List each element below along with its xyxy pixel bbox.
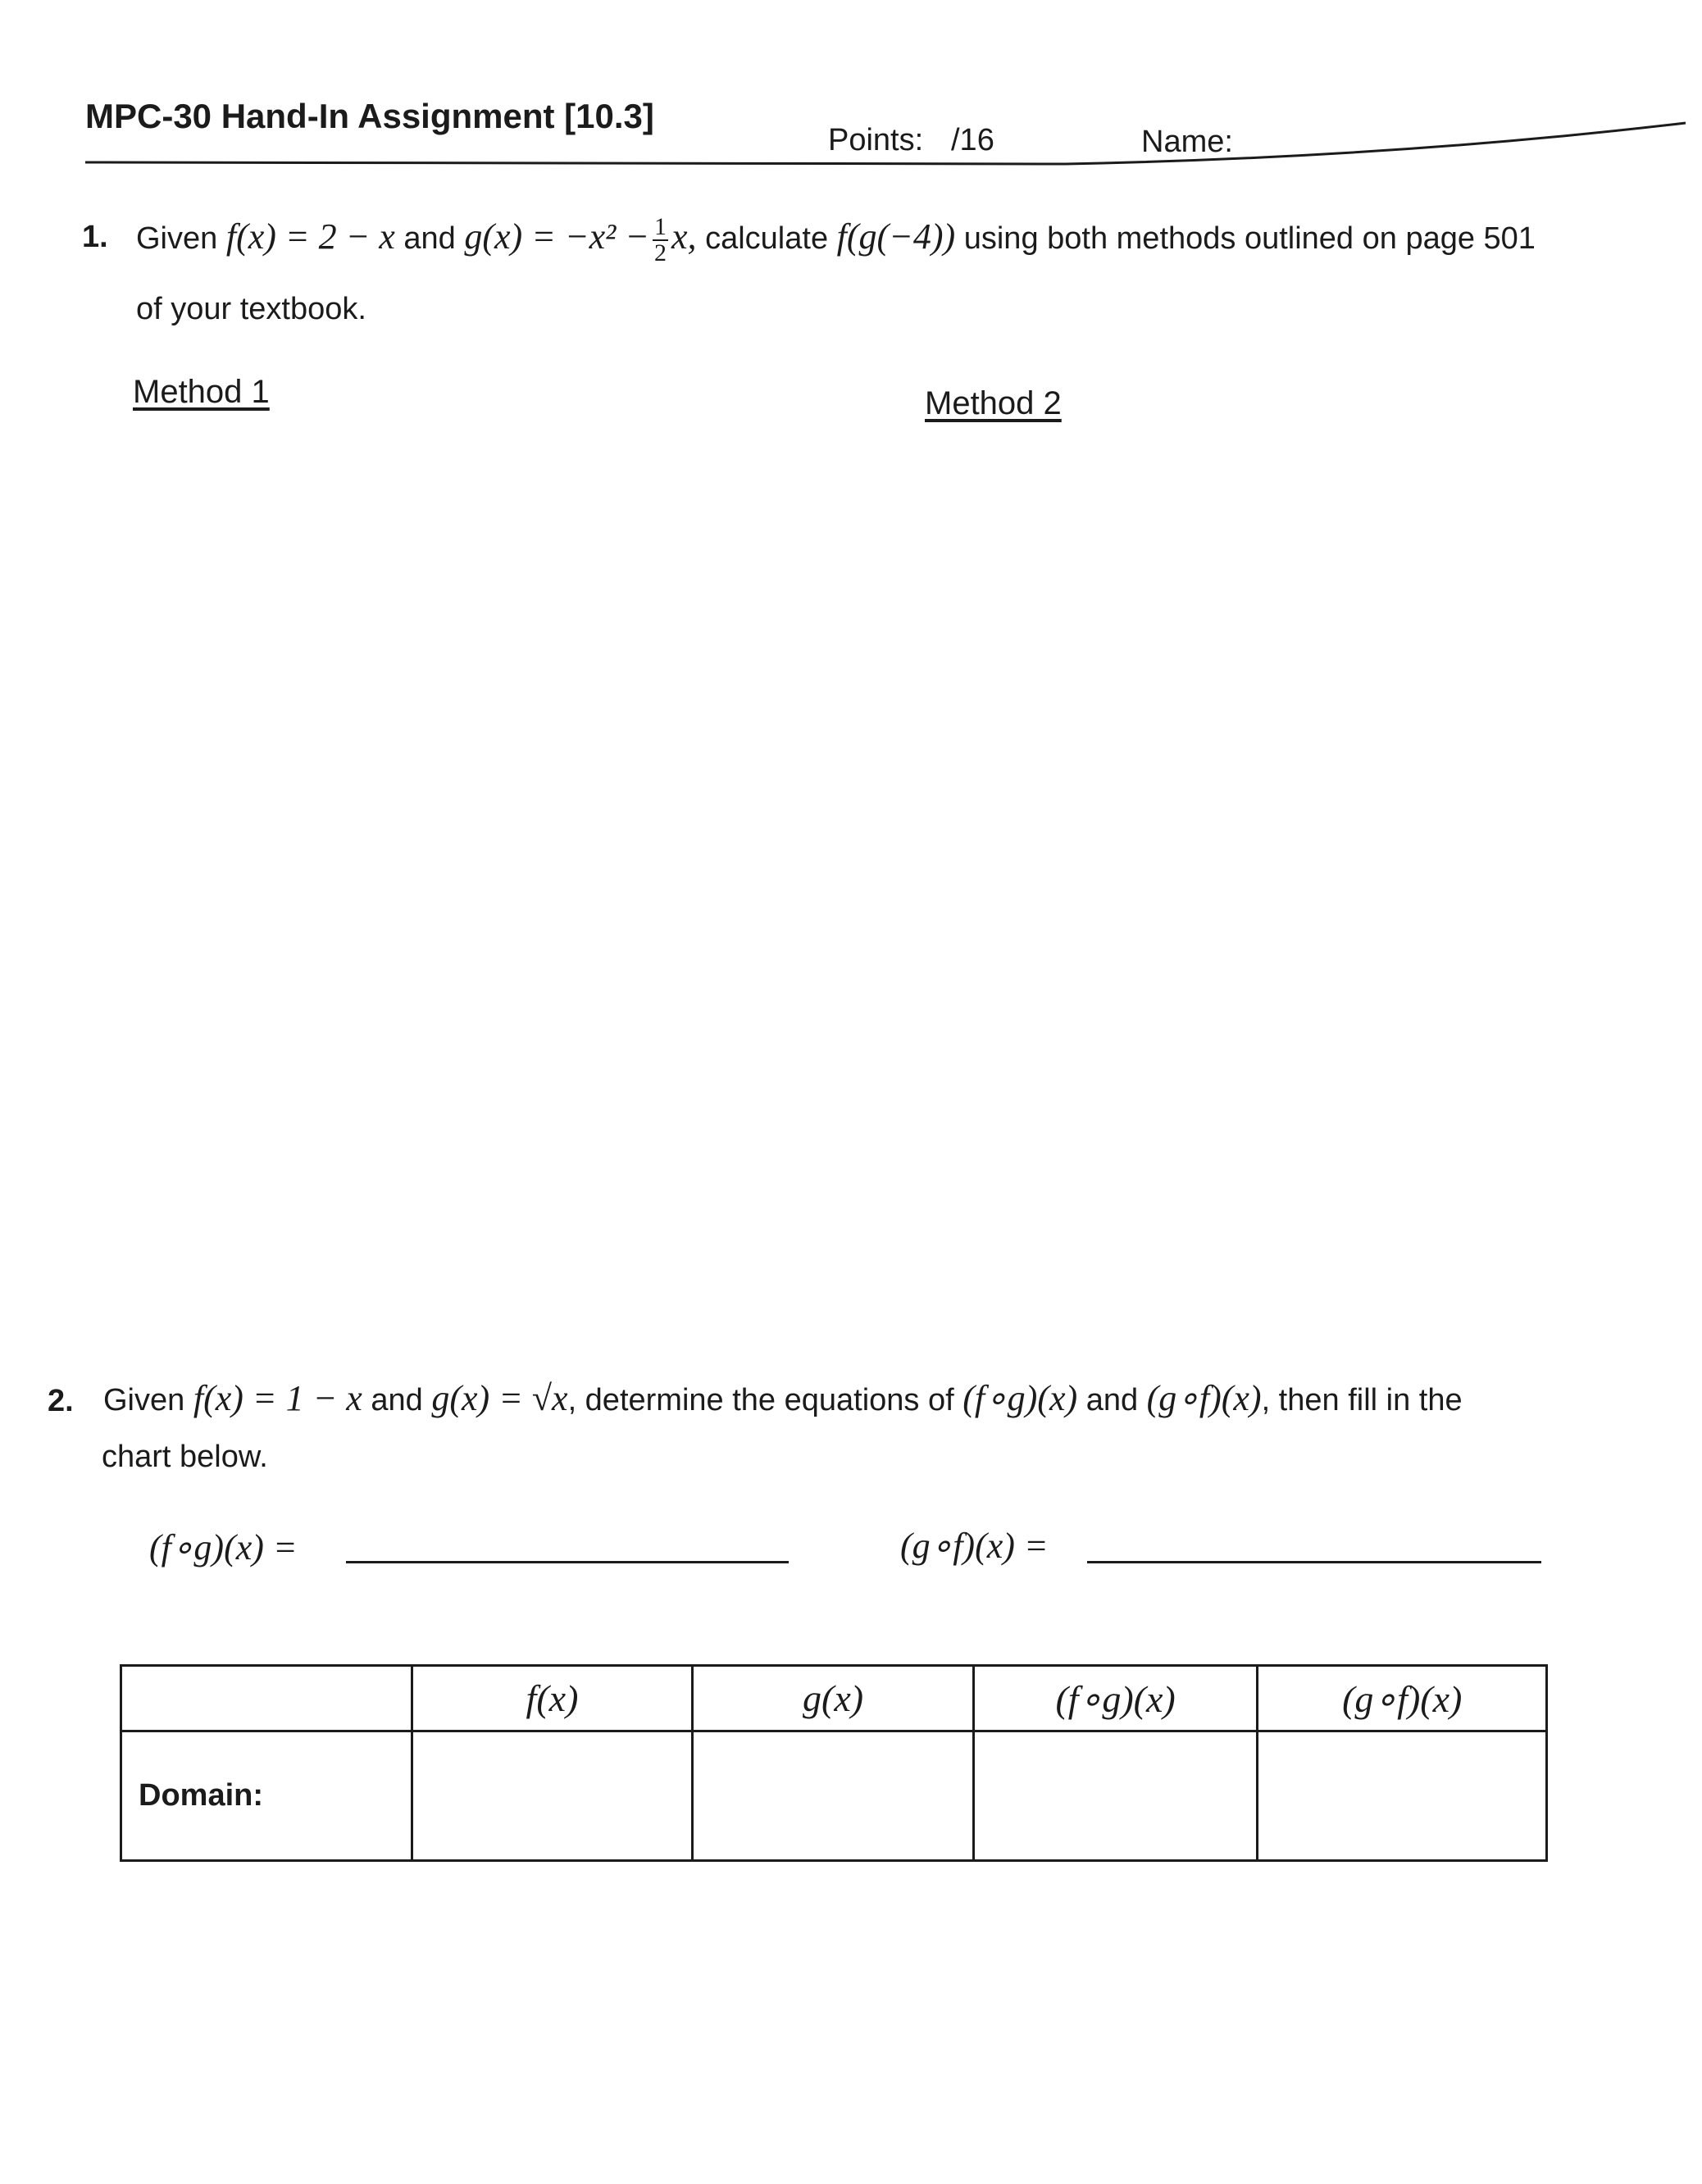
q1-fraction-numerator: 1 [654,213,667,240]
q1-half-fraction [653,215,668,266]
table-header-g: g(x) [693,1666,974,1731]
q1-rest: using both methods outlined on page 501 [963,221,1536,257]
q1-line2: of your textbook. [136,292,366,326]
table-header-row [121,1666,1547,1731]
fog-answer-line[interactable] [346,1561,789,1563]
domain-g-cell[interactable] [693,1731,974,1861]
table-header-gof: (g∘f)(x) [1258,1666,1547,1731]
q2-number: 2. [48,1384,74,1418]
method2-heading: Method 2 [925,385,1062,421]
q1-g-definition-rhs: x, [671,216,697,257]
domain-label-text: Domain: [139,1778,263,1813]
name-label: Name: [1141,125,1233,159]
header-rule [0,0,1702,180]
points-label: Points: [828,123,924,157]
gof-answer-line[interactable] [1087,1561,1541,1563]
points-value: /16 [951,123,994,157]
q1-f-definition: f(x) = 2 − x [225,216,395,257]
q2-g-definition: g(x) = √x [431,1378,568,1418]
domain-gof-cell[interactable] [1258,1731,1547,1861]
q1-and: and [403,221,456,257]
q2-line1 [103,1377,1463,1419]
domain-f-cell[interactable] [412,1731,693,1861]
q1-calculate: calculate [705,221,829,257]
fog-equation-label: (f∘g)(x) = [149,1527,298,1567]
q2-f-definition: f(x) = 1 − x [193,1378,362,1418]
q2-line2: chart below. [102,1440,268,1474]
q2-given: Given [103,1383,185,1417]
assignment-title: MPC-30 Hand-In Assignment [10.3] [85,97,654,135]
method1-heading: Method 1 [133,374,270,410]
q1-fraction-denominator: 2 [654,239,667,266]
q1-number: 1. [82,220,108,254]
q1-expression: f(g(−4)) [836,216,956,257]
q2-mid: , determine the equations of [567,1383,954,1417]
q1-given: Given [136,221,218,257]
q2-end: , then fill in the [1261,1383,1463,1417]
table-row [121,1731,1547,1861]
table-header-empty [121,1666,412,1731]
q2-gof: (g∘f)(x) [1146,1378,1262,1418]
q2-and2: and [1085,1383,1139,1417]
domain-label [121,1731,412,1861]
gof-equation-label: (g∘f)(x) = [900,1526,1049,1566]
q2-fog: (f∘g)(x) [962,1378,1078,1418]
q2-and: and [371,1383,423,1417]
domain-fog-cell[interactable] [973,1731,1258,1861]
table-header-fog: (f∘g)(x) [973,1666,1258,1731]
q1-line1 [136,215,1536,266]
table-header-f: f(x) [412,1666,693,1731]
q1-g-definition-lhs: g(x) = −x² − [464,216,649,257]
domain-table [120,1664,1548,1862]
